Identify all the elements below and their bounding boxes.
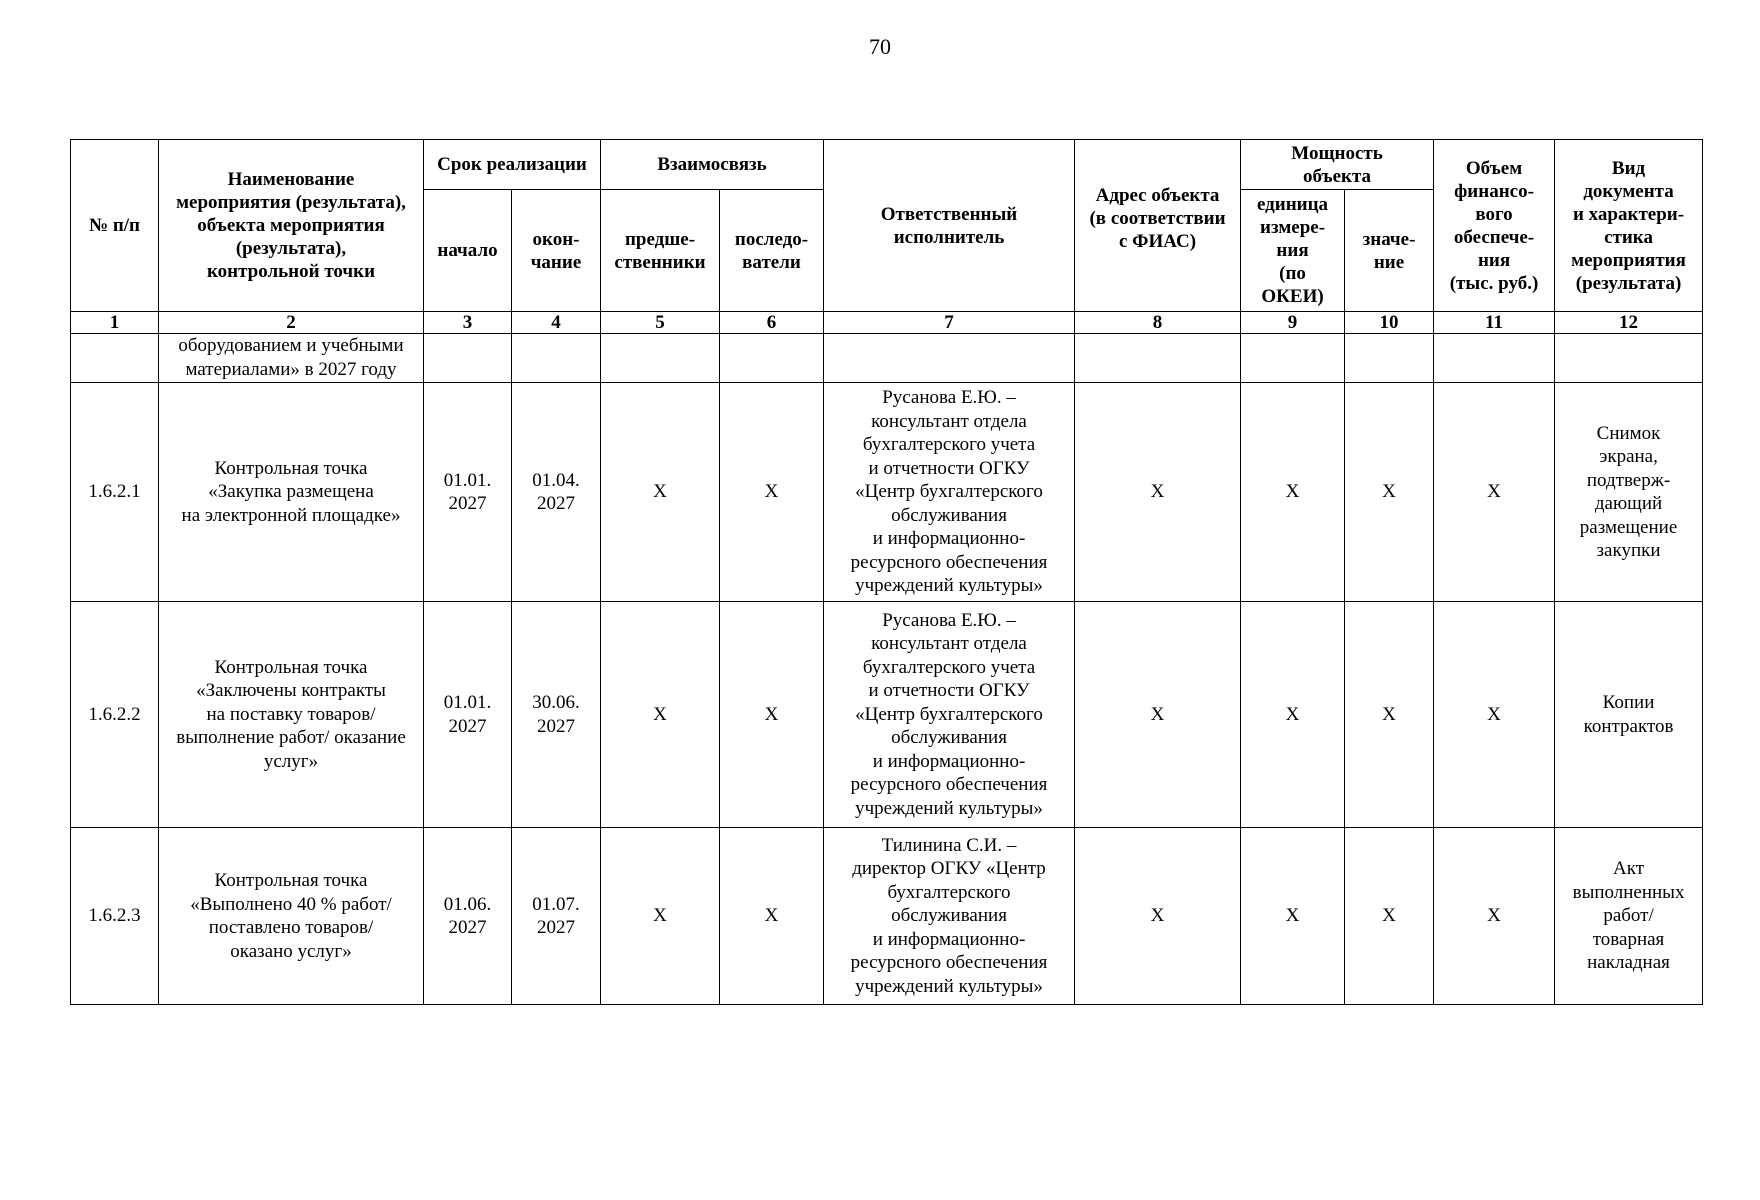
- column-number: 4: [512, 312, 601, 334]
- row-responsible: Русанова Е.Ю. – консультант отдела бухгалтерского учета и отчетности ОГКУ «Центр бухгалтерского обслуживания и информационно- ресурсного обеспечения учреждений культуры»: [824, 602, 1075, 828]
- plan-table: [70, 139, 1703, 1005]
- row-document: Копии контрактов: [1555, 602, 1703, 828]
- row-unit: X: [1241, 383, 1345, 602]
- header-number: № п/п: [71, 140, 159, 312]
- row-successors: X: [720, 383, 824, 602]
- header-document: Вид документа и характери- стика мероприятия (результата): [1555, 140, 1703, 312]
- row-address: X: [1075, 828, 1241, 1005]
- column-number: 1: [71, 312, 159, 334]
- header-value: значе- ние: [1345, 190, 1434, 312]
- header-term-group: Срок реализации: [424, 140, 601, 190]
- table-cell: [1075, 334, 1241, 383]
- table-cell: [1345, 334, 1434, 383]
- header-link-group: Взаимосвязь: [601, 140, 824, 190]
- header-row-top: [71, 140, 1703, 190]
- header-name: Наименование мероприятия (результата), объекта мероприятия (результата), контрольной точки: [159, 140, 424, 312]
- row-unit: X: [1241, 828, 1345, 1005]
- column-number: 3: [424, 312, 512, 334]
- header-address: Адрес объекта (в соответствии с ФИАС): [1075, 140, 1241, 312]
- table-cell: [424, 334, 512, 383]
- table-row: [71, 828, 1703, 1005]
- column-number: 7: [824, 312, 1075, 334]
- table-cell: [71, 334, 159, 383]
- row-value: X: [1345, 383, 1434, 602]
- row-address: X: [1075, 383, 1241, 602]
- column-number-row: [71, 312, 1703, 334]
- column-number: 2: [159, 312, 424, 334]
- header-unit: единица измере- ния (по ОКЕИ): [1241, 190, 1345, 312]
- table-row: [71, 383, 1703, 602]
- row-name: Контрольная точка «Выполнено 40 % работ/ поставлено товаров/ оказано услуг»: [159, 828, 424, 1005]
- table-cell: [1241, 334, 1345, 383]
- row-value: X: [1345, 602, 1434, 828]
- table-cell: [601, 334, 720, 383]
- row-start: 01.06. 2027: [424, 828, 512, 1005]
- row-name: Контрольная точка «Закупка размещена на электронной площадке»: [159, 383, 424, 602]
- header-capacity-group: Мощность объекта: [1241, 140, 1434, 190]
- row-predecessors: X: [601, 602, 720, 828]
- row-id: 1.6.2.2: [71, 602, 159, 828]
- header-predecessors: предше- ственники: [601, 190, 720, 312]
- continuation-name: оборудованием и учебными материалами» в 2027 году: [159, 334, 424, 383]
- header-funding: Объем финансо- вого обеспече- ния (тыс. руб.): [1434, 140, 1555, 312]
- row-id: 1.6.2.3: [71, 828, 159, 1005]
- row-end: 30.06. 2027: [512, 602, 601, 828]
- row-start: 01.01. 2027: [424, 602, 512, 828]
- row-funding: X: [1434, 383, 1555, 602]
- column-number: 9: [1241, 312, 1345, 334]
- column-number: 6: [720, 312, 824, 334]
- table-cell: [824, 334, 1075, 383]
- column-number: 8: [1075, 312, 1241, 334]
- row-id: 1.6.2.1: [71, 383, 159, 602]
- column-number: 11: [1434, 312, 1555, 334]
- row-predecessors: X: [601, 383, 720, 602]
- row-document: Снимок экрана, подтверж- дающий размещение закупки: [1555, 383, 1703, 602]
- header-end: окон- чание: [512, 190, 601, 312]
- row-unit: X: [1241, 602, 1345, 828]
- row-successors: X: [720, 828, 824, 1005]
- row-start: 01.01. 2027: [424, 383, 512, 602]
- row-end: 01.07. 2027: [512, 828, 601, 1005]
- page-number: 70: [869, 34, 891, 59]
- row-responsible: Русанова Е.Ю. – консультант отдела бухгалтерского учета и отчетности ОГКУ «Центр бухгалтерского обслуживания и информационно- ресурсного обеспечения учреждений культуры»: [824, 383, 1075, 602]
- header-start: начало: [424, 190, 512, 312]
- row-responsible: Тилинина С.И. – директор ОГКУ «Центр бухгалтерского обслуживания и информационно- ресурсного обеспечения учреждений культуры»: [824, 828, 1075, 1005]
- column-number: 10: [1345, 312, 1434, 334]
- column-number: 12: [1555, 312, 1703, 334]
- row-value: X: [1345, 828, 1434, 1005]
- column-number: 5: [601, 312, 720, 334]
- table-row: [71, 602, 1703, 828]
- row-funding: X: [1434, 602, 1555, 828]
- header-successors: последо- ватели: [720, 190, 824, 312]
- row-address: X: [1075, 602, 1241, 828]
- row-successors: X: [720, 602, 824, 828]
- table-cell: [1434, 334, 1555, 383]
- table-cell: [720, 334, 824, 383]
- table-cell: [512, 334, 601, 383]
- row-end: 01.04. 2027: [512, 383, 601, 602]
- row-name: Контрольная точка «Заключены контракты на поставку товаров/ выполнение работ/ оказание услуг»: [159, 602, 424, 828]
- row-document: Акт выполненных работ/ товарная накладная: [1555, 828, 1703, 1005]
- row-funding: X: [1434, 828, 1555, 1005]
- header-responsible: Ответственный исполнитель: [824, 140, 1075, 312]
- continuation-row: [71, 334, 1703, 383]
- table-cell: [1555, 334, 1703, 383]
- row-predecessors: X: [601, 828, 720, 1005]
